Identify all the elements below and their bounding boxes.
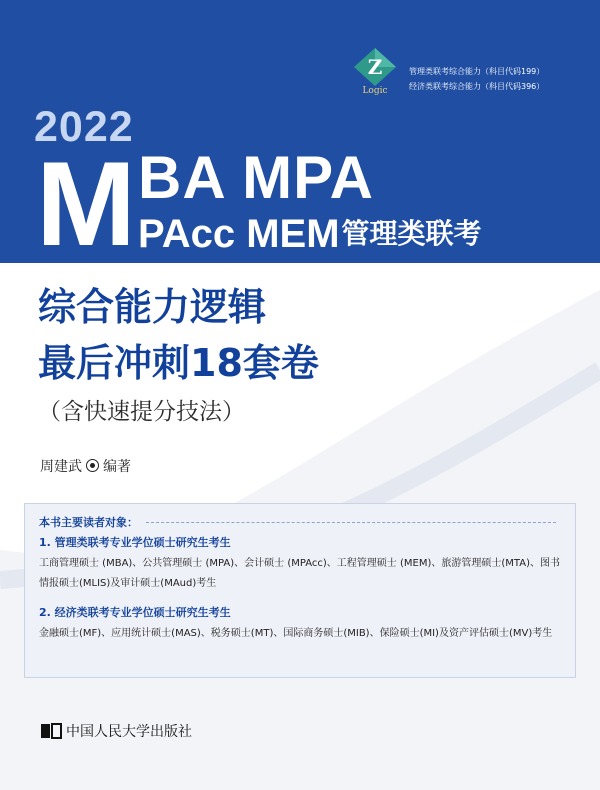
subject-line: 经济类联考综合能力（科目代码396） — [409, 82, 545, 91]
reader-group-text: 金融硕士(MF)、应用统计硕士(MAS)、税务硕士(MT)、国际商务硕士(MIB)、保险硕士(MI)及资产评估硕士(MV)考生 — [39, 628, 553, 639]
separator-dot-icon — [86, 459, 99, 472]
book-title — [38, 279, 319, 391]
title-line-1: 综合能力逻辑 — [38, 285, 267, 329]
reader-group-text: 工商管理硕士 (MBA)、公共管理硕士 (MPA)、会计硕士 (MPAcc)、工程管理硕士 (MEM)、旅游管理硕士(MTA)、图书情报硕士(MLIS)及审计硕士(MAud)考生 — [39, 558, 560, 589]
author-line — [40, 456, 131, 476]
subject-line: 管理类联考综合能力（科目代码199） — [409, 67, 545, 76]
program-line-1: BA MPA — [138, 144, 374, 211]
brand-logo — [352, 46, 398, 100]
title-line-2: 最后冲刺18套卷 — [38, 341, 319, 385]
logo-label: Logic — [362, 86, 388, 96]
publisher-name: 中国人民大学出版社 — [66, 724, 192, 740]
target-readers-panel — [24, 503, 576, 678]
author-role: 编著 — [103, 459, 131, 475]
subject-codes — [409, 64, 544, 94]
readers-heading: 本书主要读者对象： — [39, 516, 138, 529]
reader-group-title: 1. 管理类联考专业学位硕士研究生考生 — [39, 536, 231, 549]
svg-text:Z: Z — [367, 55, 383, 79]
book-subtitle: （含快速提分技法） — [38, 399, 245, 425]
big-m-letter: M — [36, 137, 136, 271]
logic-z-icon — [352, 46, 398, 88]
publisher — [40, 721, 192, 741]
year-label: 2022 — [34, 103, 134, 151]
program-line-2 — [138, 214, 482, 254]
program-line-2-prefix: PAcc MEM — [138, 212, 340, 256]
publisher-logo-icon — [40, 722, 62, 740]
author-name: 周建武 — [40, 459, 82, 475]
reader-group-title: 2. 经济类联考专业学位硕士研究生考生 — [39, 606, 231, 619]
program-line-2-suffix: 管理类联考 — [341, 217, 482, 250]
dashed-divider — [146, 522, 556, 523]
